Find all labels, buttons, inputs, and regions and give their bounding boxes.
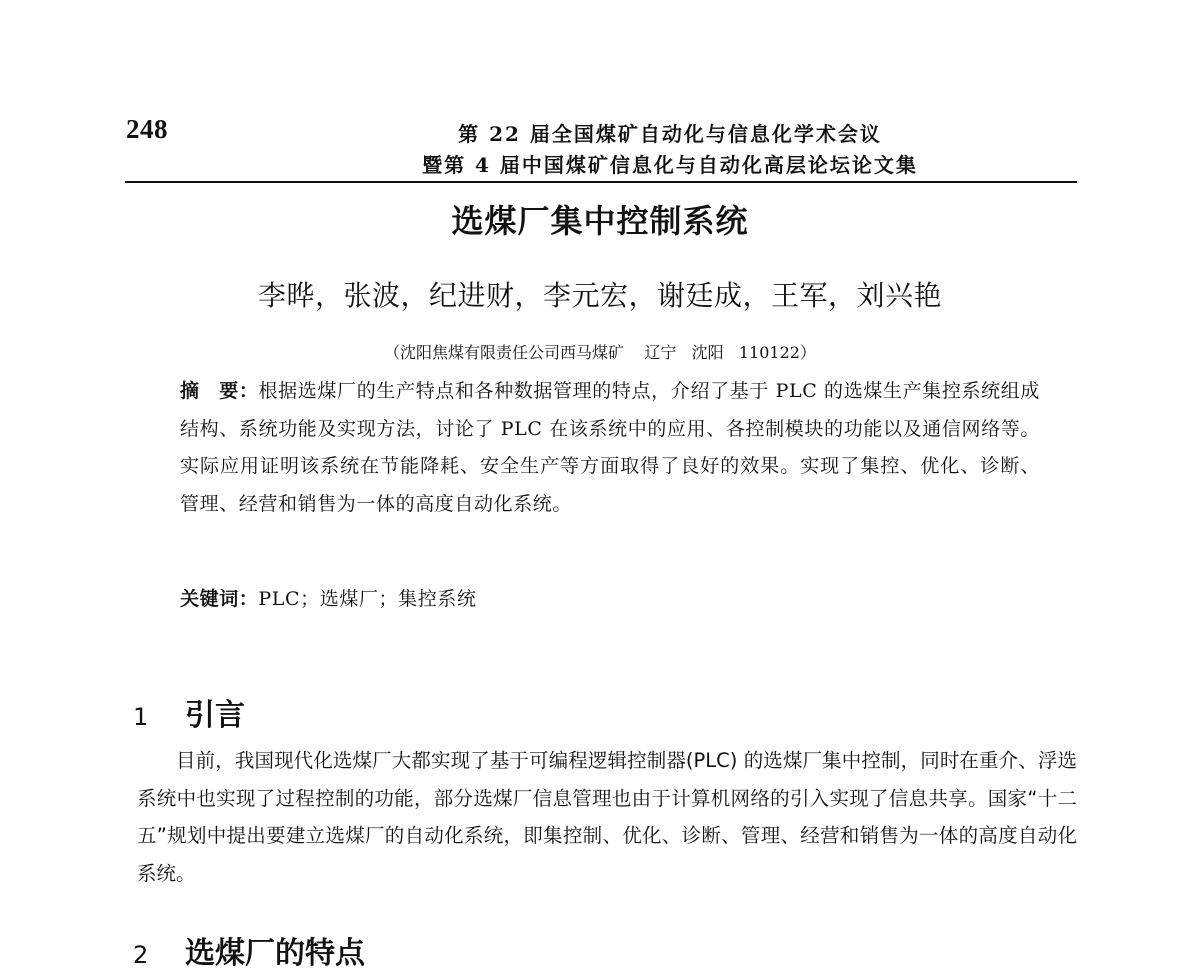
abstract-label: 摘 要：	[180, 380, 259, 402]
conference-title-line-2: 暨第 4 届中国煤矿信息化与自动化高层论坛论文集	[422, 153, 918, 177]
section-title: 选煤厂的特点	[185, 936, 365, 971]
author-list: 李晔，张波，纪进财，李元宏，谢廷成，王军，刘兴艳	[257, 279, 942, 312]
keywords-label: 关键词：	[180, 588, 259, 610]
page-number: 248	[126, 114, 168, 144]
section-heading-introduction	[133, 690, 245, 734]
affiliation: （沈阳焦煤有限责任公司西马煤矿 辽宁 沈阳 110122）	[384, 343, 816, 362]
introduction-paragraph: 目前，我国现代化选煤厂大都实现了基于可编程逻辑控制器(PLC) 的选煤厂集中控制，同时在重介、浮选系统中也实现了过程控制的功能，部分选煤厂信息管理也由于计算机网络的引入实现了信息共享。国家“十二五”规划中提出要建立选煤厂的自动化系统，即集控制、优化、诊断、管理、经营和销售为一体的高度自动化系统。	[137, 749, 1077, 885]
keywords	[180, 584, 477, 611]
section-number: 1	[133, 703, 149, 731]
abstract	[180, 373, 1040, 523]
keywords-text: PLC；选煤厂；集控系统	[258, 588, 477, 610]
paper-title: 选煤厂集中控制系统	[451, 202, 749, 240]
section-title: 引言	[185, 698, 245, 733]
conference-title-line-1: 第 22 届全国煤矿自动化与信息化学术会议	[458, 122, 882, 146]
abstract-text: 根据选煤厂的生产特点和各种数据管理的特点，介绍了基于 PLC 的选煤生产集控系统组成结构、系统功能及实现方法，讨论了 PLC 在该系统中的应用、各控制模块的功能以及通信网络等。实际应用证明该系统在节能降耗、安全生产等方面取得了良好的效果。实现了集控、优化、诊断、管理、经营和销售为一体的高度自动化系统。	[180, 380, 1040, 515]
section-heading-characteristics	[133, 928, 365, 972]
section-number: 2	[133, 941, 149, 969]
header-rule	[125, 181, 1077, 183]
